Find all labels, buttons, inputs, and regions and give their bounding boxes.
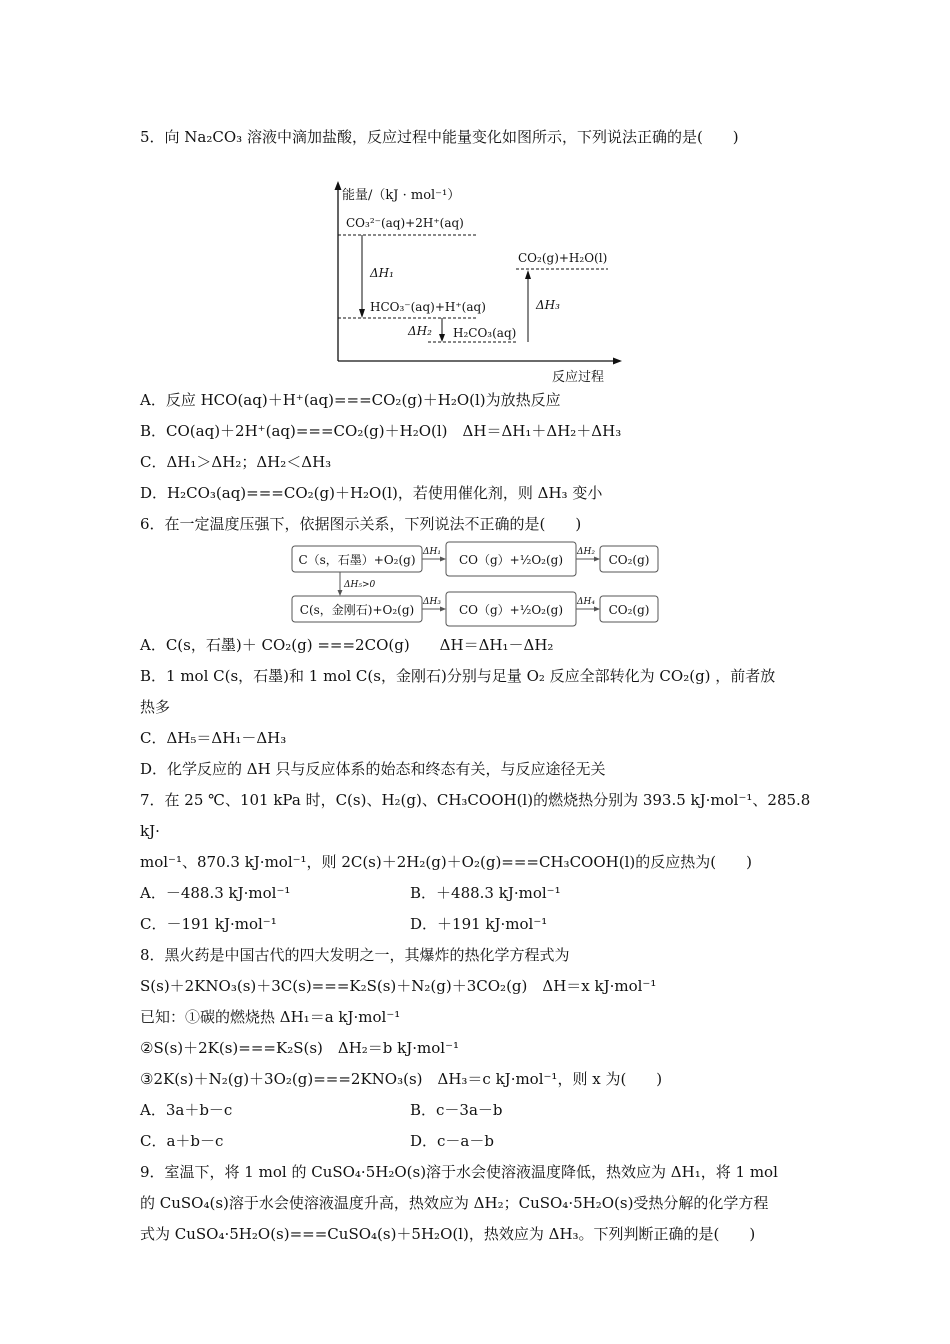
q7-stem-line3: mol⁻¹、870.3 kJ·mol⁻¹，则 2C(s)＋2H₂(g)＋O₂(g)===CH₃COOH(l)的反应热为( ): [140, 853, 752, 871]
level1-label: CO₃²⁻(aq)+2H⁺(aq): [346, 216, 464, 230]
box1-label: C（s，石墨）+O₂(g): [298, 553, 416, 567]
q8-stem-line5: ③2K(s)＋N₂(g)＋3O₂(g)===2KNO₃(s) ΔH₃＝c kJ·mol⁻¹，则 x 为( ): [140, 1070, 663, 1088]
q6-option-a: A．C(s，石墨)＋ CO₂(g) ===2CO(g) ΔH＝ΔH₁－ΔH₂: [140, 636, 554, 654]
dh1-label: ΔH₁: [370, 266, 394, 280]
q7-stem-line2: kJ·: [140, 822, 160, 840]
q8-option-a: A．3a＋b－c: [140, 1101, 233, 1119]
arrow3-label: ΔH₃: [423, 597, 441, 607]
y-axis-label: 能量/（kJ · mol⁻¹）: [342, 188, 461, 203]
box4-label: C(s，金刚石)+O₂(g): [299, 603, 415, 617]
q7-option-b: B．＋488.3 kJ·mol⁻¹: [410, 884, 561, 902]
x-axis-label: 反应过程: [552, 370, 605, 385]
q6-option-d: D．化学反应的 ΔH 只与反应体系的始态和终态有关，与反应途径无关: [140, 760, 606, 778]
q8-options-row1: [140, 1095, 812, 1126]
q8-stem-line1: 8．黑火药是中国古代的四大发明之一，其爆炸的热化学方程式为: [140, 946, 570, 964]
q6-stem: 6．在一定温度压强下，依据图示关系，下列说法不正确的是( ): [140, 515, 582, 533]
q7-options-row2: [140, 909, 812, 940]
arrow2-label: ΔH₂: [577, 547, 595, 557]
q7-options-row1: [140, 878, 812, 909]
q9-stem-line2: 的 CuSO₄(s)溶于水会使溶液温度升高，热效应为 ΔH₂；CuSO₄·5H₂O(s)受热分解的化学方程: [140, 1194, 769, 1212]
box3-label: CO₂(g): [608, 553, 650, 567]
box5-label: CO（g）+½O₂(g): [458, 603, 564, 617]
q8-option-c: C．a＋b－c: [140, 1132, 224, 1150]
q7-stem-line1: 7．在 25 ℃、101 kPa 时，C(s)、H₂(g)、CH₃COOH(l)的燃烧热分别为 393.5 kJ·mol⁻¹、285.8: [140, 791, 811, 809]
q8-stem-line3: 已知：①碳的燃烧热 ΔH₁＝a kJ·mol⁻¹: [140, 1008, 401, 1026]
q8-stem-line4: ②S(s)＋2K(s)===K₂S(s) ΔH₂＝b kJ·mol⁻¹: [140, 1039, 460, 1057]
q7-option-d: D．＋191 kJ·mol⁻¹: [410, 915, 548, 933]
arrow4-label: ΔH₄: [577, 597, 595, 607]
q5-option-c: C．ΔH₁＞ΔH₂；ΔH₂＜ΔH₃: [140, 453, 332, 471]
q6-option-b-cont: 热多: [140, 698, 171, 716]
arrow1-label: ΔH₁: [423, 547, 441, 557]
level2-label: HCO₃⁻(aq)+H⁺(aq): [370, 300, 486, 314]
q6-option-b: B．1 mol C(s，石墨)和 1 mol C(s，金刚石)分别与足量 O₂ 反应全部转化为 CO₂(g) ，前者放: [140, 667, 776, 685]
q5-option-a: A．反应 HCO(aq)＋H⁺(aq)===CO₂(g)＋H₂O(l)为放热反应: [140, 391, 561, 409]
q8-option-d: D．c－a－b: [410, 1132, 494, 1150]
q5-option-b: B．CO(aq)＋2H⁺(aq)===CO₂(g)＋H₂O(l) ΔH＝ΔH₁＋ΔH₂＋ΔH₃: [140, 422, 622, 440]
q9-stem-line3: 式为 CuSO₄·5H₂O(s)===CuSO₄(s)＋5H₂O(l)，热效应为 ΔH₃。下列判断正确的是( ): [140, 1225, 756, 1243]
q8-stem-line2: S(s)＋2KNO₃(s)＋3C(s)===K₂S(s)＋N₂(g)＋3CO₂(g) ΔH＝x kJ·mol⁻¹: [140, 977, 657, 995]
q6-option-c: C．ΔH₅＝ΔH₁－ΔH₃: [140, 729, 287, 747]
enthalpy-cycle-diagram: [140, 540, 812, 630]
dh3-label: ΔH₃: [536, 298, 560, 312]
box2-label: CO（g）+½O₂(g): [458, 553, 564, 567]
exam-page: [140, 122, 812, 1250]
q8-options-row2: [140, 1126, 812, 1157]
box6-label: CO₂(g): [608, 603, 650, 617]
q8-option-b: B．c－3a－b: [410, 1101, 503, 1119]
dh2-label: ΔH₂: [408, 324, 432, 338]
energy-diagram: [140, 153, 812, 385]
level3-label: H₂CO₃(aq): [453, 326, 517, 340]
arrow5-label: ΔH₅>0: [344, 580, 376, 590]
q7-option-c: C．－191 kJ·mol⁻¹: [140, 915, 277, 933]
q5-option-d: D．H₂CO₃(aq)===CO₂(g)＋H₂O(l)，若使用催化剂，则 ΔH₃ 变小: [140, 484, 603, 502]
level4-label: CO₂(g)+H₂O(l): [518, 251, 608, 265]
q7-option-a: A．－488.3 kJ·mol⁻¹: [140, 884, 291, 902]
q5-stem: 5．向 Na₂CO₃ 溶液中滴加盐酸，反应过程中能量变化如图所示，下列说法正确的是( ): [140, 128, 739, 146]
q9-stem-line1: 9．室温下，将 1 mol 的 CuSO₄·5H₂O(s)溶于水会使溶液温度降低，热效应为 ΔH₁，将 1 mol: [140, 1163, 778, 1181]
